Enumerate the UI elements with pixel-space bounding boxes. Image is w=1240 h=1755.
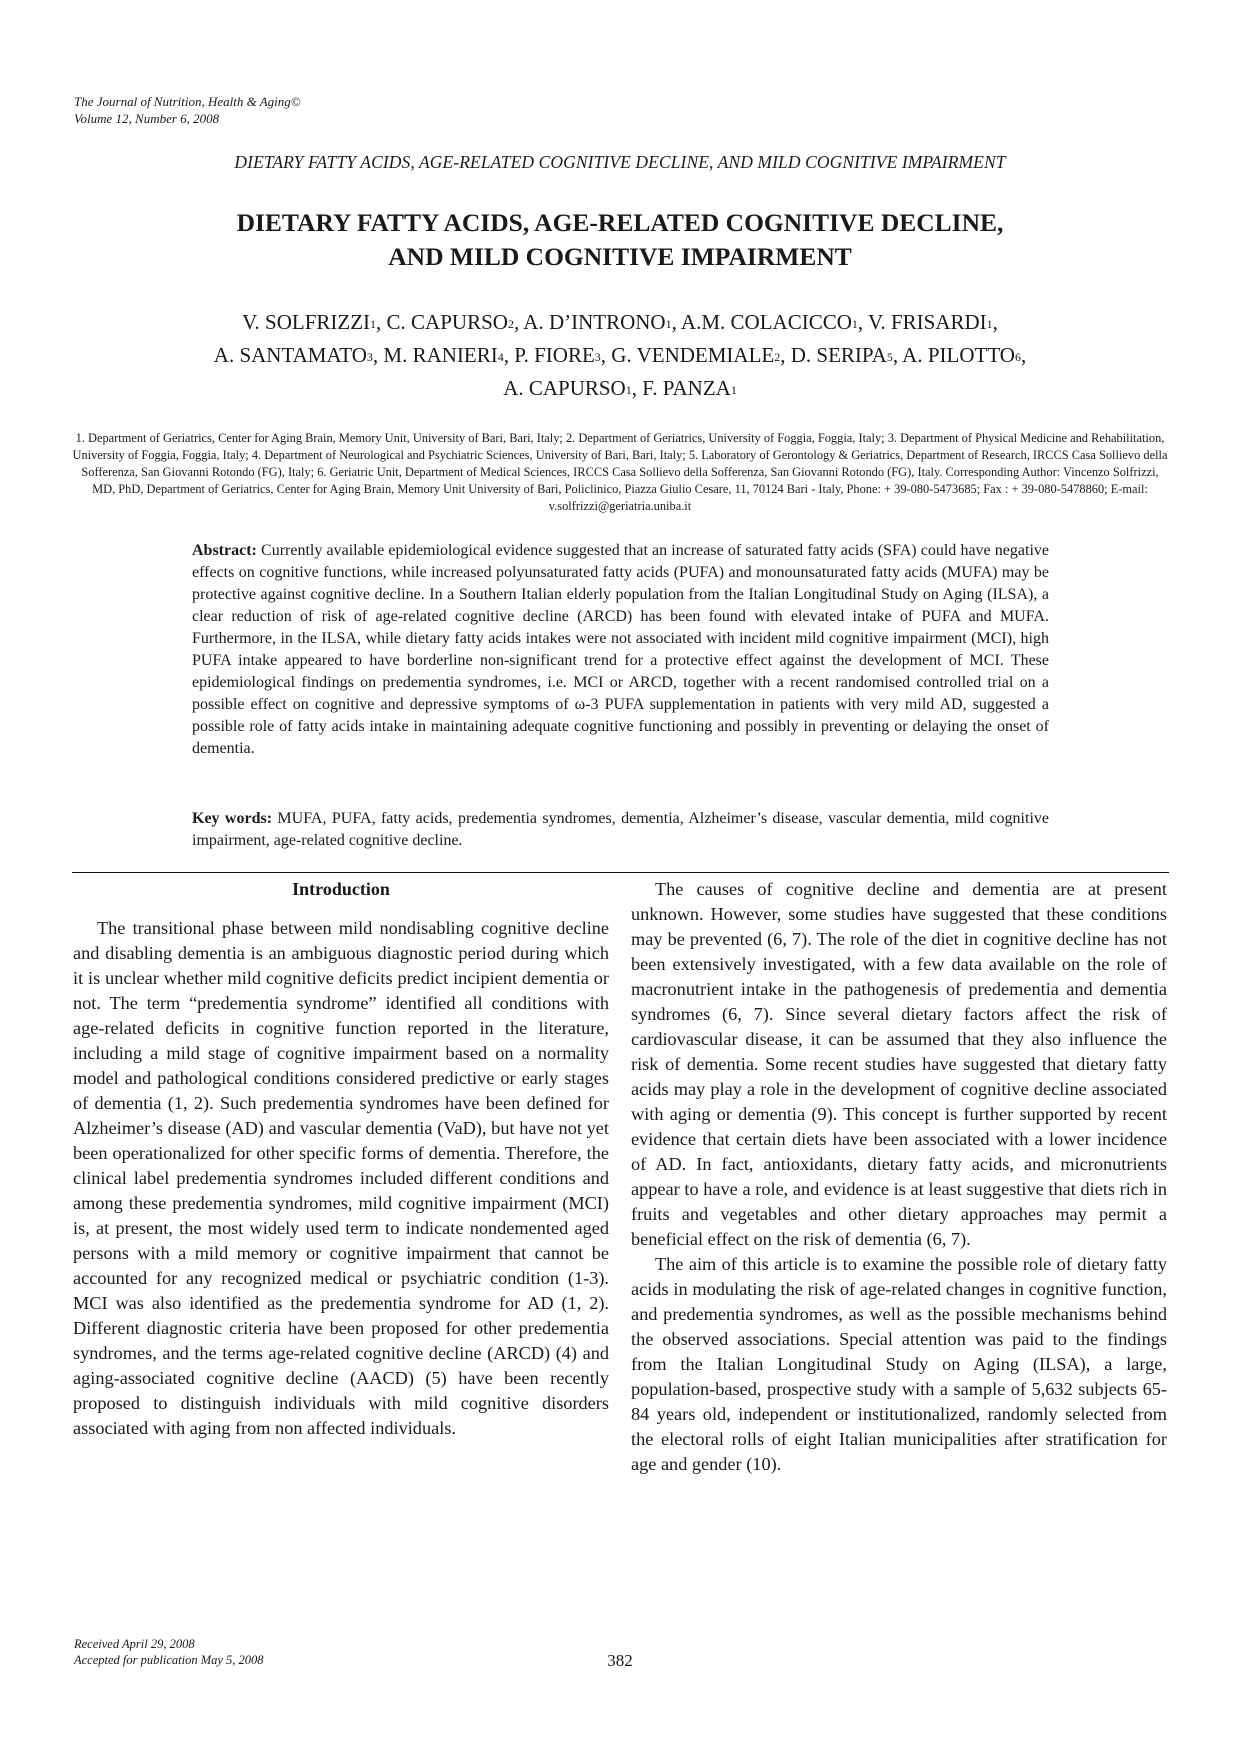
author-name: , C. CAPURSO — [376, 310, 508, 334]
page-number: 382 — [607, 1651, 633, 1670]
running-head: DIETARY FATTY ACIDS, AGE-RELATED COGNITIVE DECLINE, AND MILD COGNITIVE IMPAIRMENT — [234, 152, 1006, 172]
author-name: , G. VENDEMIALE — [600, 343, 775, 367]
keywords-text: MUFA, PUFA, fatty acids, predementia syndromes, dementia, Alzheimer’s disease, vascular dementia, mild cognitive impairment, age-related cognitive decline. — [192, 810, 1049, 849]
section-heading-introduction: Introduction — [292, 879, 390, 899]
affiliation-marker: 4 — [497, 350, 504, 364]
author-name: , A.M. COLACICCO — [671, 310, 852, 334]
author-line-2 — [0, 340, 1240, 373]
affiliation-marker: 6 — [1014, 350, 1021, 364]
affiliation-marker: 1 — [851, 317, 858, 331]
author-separator: , — [992, 310, 998, 334]
author-separator: , — [1020, 343, 1027, 367]
affiliation-marker: 5 — [886, 350, 893, 364]
accepted-date: Accepted for publication May 5, 2008 — [74, 1653, 264, 1667]
affiliation-marker: 2 — [774, 350, 781, 364]
paragraph: The aim of this article is to examine the possible role of dietary fatty acids in modulating the risk of age-related changes in cognitive function, and predementia syndromes, as well as the possible mechanisms behind the observed associations. Special attention was paid to the findings from the Italian Longitudinal Study on Aging (ILSA), a large, population-based, prospective study with a sample of 5,632 subjects 65-84 years old, independent or institutionalized, randomly selected from the electoral rolls of eight Italian municipalities after stratification for age and gender (10). — [631, 1254, 1167, 1474]
affiliation-marker: 2 — [507, 317, 514, 331]
author-line-1 — [0, 307, 1240, 340]
abstract-label: Abstract: — [192, 542, 257, 559]
abstract — [192, 540, 1049, 760]
affiliations: 1. Department of Geriatrics, Center for Aging Brain, Memory Unit, University of Bari, Bari, Italy; 2. Department of Geriatrics, University of Foggia, Foggia, Italy; 3. Department of Physical Medicine and Rehabilitation, University of Foggia, Foggia, Italy; 4. Department of Neurological and Psychiatric Sciences, University of Bari, Bari, Italy; 5. Laboratory of Gerontology & Geriatrics, Department of Research, IRCCS Casa Sollievo della Sofferenza, San Giovanni Rotondo (FG), Italy; 6. Geriatric Unit, Department of Medical Sciences, IRCCS Casa Sollievo della Sofferenza, San Giovanni Rotondo (FG), Italy. Corresponding Author: Vincenzo Solfrizzi, MD, PhD, Department of Geriatrics, Center for Aging Brain, Memory Unit University of Bari, Policlinico, Piazza Giulio Cesare, 11, 70124 Bari - Italy, Phone: + 39-080-5473685; Fax : + 39-080-5478860; E-mail: v.solfrizzi@geriatria.uniba.it — [72, 431, 1168, 513]
author-name: A. SANTAMATO — [213, 343, 367, 367]
journal-name: The Journal of Nutrition, Health & Aging© — [74, 94, 301, 109]
received-date: Received April 29, 2008 — [74, 1637, 195, 1651]
affiliation-marker: 1 — [370, 317, 377, 331]
author-name: A. CAPURSO — [503, 376, 626, 400]
journal-volume: Volume 12, Number 6, 2008 — [74, 111, 220, 126]
author-name: , A. PILOTTO — [892, 343, 1015, 367]
author-name: , F. PANZA — [631, 376, 731, 400]
affiliation-marker: 1 — [625, 383, 632, 397]
author-name: V. SOLFRIZZI — [242, 310, 371, 334]
author-name: , M. RANIERI — [372, 343, 498, 367]
affiliation-marker: 3 — [366, 350, 373, 364]
affiliation-marker: 3 — [594, 350, 601, 364]
paragraph: The causes of cognitive decline and dementia are at present unknown. However, some studies have suggested that these conditions may be prevented (6, 7). The role of the diet in cognitive decline has not been extensively investigated, with a few data available on the role of macronutrient intake in the pathogenesis of predementia and dementia syndromes (6, 7). Since several dietary factors affect the risk of cardiovascular disease, it can be assumed that they also influence the risk of dementia. Some recent studies have suggested that dietary fatty acids may play a role in the development of cognitive decline associated with aging or dementia (9). This concept is further supported by recent evidence that certain diets have been associated with a lower incidence of AD. In fact, antioxidants, dietary fatty acids, and micronutrients appear to have a role, and evidence is at least suggestive that diets rich in fruits and vegetables and other dietary approaches may permit a beneficial effect on the risk of dementia (6, 7). — [631, 879, 1167, 1249]
title-line-1: DIETARY FATTY ACIDS, AGE-RELATED COGNITIVE DECLINE, — [236, 208, 1004, 237]
affiliation-marker: 1 — [665, 317, 672, 331]
author-list — [0, 307, 1240, 406]
section-divider — [72, 872, 1169, 873]
article-title — [0, 206, 1240, 274]
author-name: , D. SERIPA — [780, 343, 887, 367]
keywords-label: Key words: — [192, 810, 273, 827]
title-line-2: AND MILD COGNITIVE IMPAIRMENT — [388, 242, 852, 271]
affiliation-marker: 1 — [986, 317, 993, 331]
paragraph: The transitional phase between mild nondisabling cognitive decline and disabling dementia is an ambiguous diagnostic period during which it is unclear whether mild cognitive deficits predict incipient dementia or not. The term “predementia syndrome” identified all conditions with age-related deficits in cognitive function reported in the literature, including a mild stage of cognitive impairment based on a normality model and pathological conditions considered predictive or early stages of dementia (1, 2). Such predementia syndromes have been defined for Alzheimer’s disease (AD) and vascular dementia (VaD), but have not yet been operationalized for other specific forms of dementia. Therefore, the clinical label predementia syndromes included different conditions and among these predementia syndromes, mild cognitive impairment (MCI) is, at present, the most widely used term to indicate nondemented aged persons with a mild memory or cognitive impairment that cannot be accounted for any recognized medical or psychiatric condition (1-3). MCI was also identified as the predementia syndrome for AD (1, 2). Different diagnostic criteria have been proposed for other predementia syndromes, and the terms age-related cognitive decline (ARCD) (4) and aging-associated cognitive decline (AACD) (5) have been recently proposed to distinguish individuals with mild cognitive disorders associated with aging from non affected individuals. — [73, 918, 609, 1438]
author-name: , V. FRISARDI — [857, 310, 987, 334]
journal-info — [74, 93, 301, 127]
keywords — [192, 808, 1049, 852]
author-name: , P. FIORE — [503, 343, 595, 367]
column-right — [631, 877, 1167, 1477]
column-left — [73, 877, 609, 1441]
author-name: , A. D’INTRONO — [513, 310, 666, 334]
affiliation-marker: 1 — [730, 383, 737, 397]
abstract-text: Currently available epidemiological evidence suggested that an increase of saturated fatty acids (SFA) could have negative effects on cognitive functions, while increased polyunsaturated fatty acids (PUFA) and monounsaturated fatty acids (MUFA) may be protective against cognitive decline. In a Southern Italian elderly population from the Italian Longitudinal Study on Aging (ILSA), a clear reduction of risk of age-related cognitive decline (ARCD) has been found with elevated intake of PUFA and MUFA. Furthermore, in the ILSA, while dietary fatty acids intakes were not associated with incident mild cognitive impairment (MCI), high PUFA intake appeared to have borderline non-significant trend for a protective effect against the development of MCI. These epidemiological findings on predementia syndromes, i.e. MCI or ARCD, together with a recent randomised controlled trial on a possible effect on cognitive and depressive symptoms of ω-3 PUFA supplementation in patients with very mild AD, suggested a possible role of fatty acids intake in maintaining adequate cognitive functioning and possibly in preventing or delaying the onset of dementia. — [192, 542, 1049, 757]
author-line-3 — [0, 373, 1240, 406]
